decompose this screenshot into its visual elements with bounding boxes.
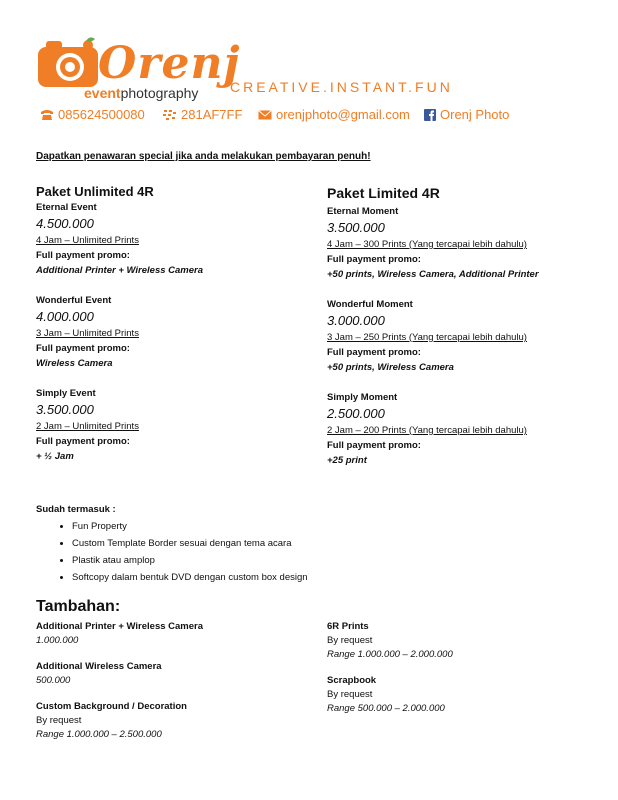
package-name: Wonderful Event (36, 295, 112, 306)
promo-value: + ½ Jam (36, 451, 74, 462)
intro-text: Dapatkan penawaran special jika anda melakukan pembayaran penuh! (36, 151, 371, 162)
addon-item (327, 674, 597, 716)
list-item: • Plastik atau amplop (72, 552, 308, 569)
addon-item (327, 620, 597, 662)
package-name: Eternal Event (36, 202, 97, 213)
package-price: 3.500.000 (327, 220, 385, 235)
limited-heading: Paket Limited 4R (327, 185, 440, 201)
promo-value: Wireless Camera (36, 358, 113, 369)
bbm-contact (163, 107, 242, 122)
promo-value: +25 print (327, 455, 367, 466)
package-eternal-event (36, 200, 306, 278)
addon-item (36, 660, 306, 688)
phone-icon (40, 109, 54, 121)
list-item: • Fun Property (72, 518, 308, 535)
addon-name: 6R Prints (327, 621, 369, 632)
addon-item (36, 700, 306, 742)
promo-label: Full payment promo: (36, 436, 130, 447)
mail-icon (258, 110, 272, 120)
addon-note: By request (327, 635, 373, 646)
package-name: Wonderful Moment (327, 299, 413, 310)
list-item: • Softcopy dalam bentuk DVD dengan custom box design (72, 569, 308, 586)
promo-label: Full payment promo: (327, 347, 421, 358)
included-section (36, 501, 308, 586)
addon-price: Range 1.000.000 – 2.500.000 (36, 729, 162, 740)
brand-sub-event: event (84, 85, 121, 101)
addon-note: By request (327, 689, 373, 700)
addon-price: Range 1.000.000 – 2.000.000 (327, 649, 453, 660)
addon-item (36, 620, 306, 648)
addon-name: Additional Wireless Camera (36, 661, 162, 672)
package-price: 2.500.000 (327, 406, 385, 421)
package-simply-event (36, 386, 306, 464)
bbm-icon (163, 109, 177, 121)
tagline: CREATIVE.INSTANT.FUN (230, 79, 453, 95)
package-price: 3.000.000 (327, 313, 385, 328)
included-title: Sudah termasuk : (36, 504, 116, 515)
addon-price: 1.000.000 (36, 635, 79, 646)
bbm-pin: 281AF7FF (181, 107, 243, 122)
package-wonderful-moment (327, 297, 607, 375)
camera-logo-icon (36, 37, 100, 91)
package-detail: 4 Jam – Unlimited Prints (36, 235, 139, 246)
package-detail: 2 Jam – 200 Prints (Yang tercapai lebih dahulu) (327, 425, 527, 436)
promo-label: Full payment promo: (327, 440, 421, 451)
tambahan-left (36, 620, 306, 742)
promo-value: +50 prints, Wireless Camera (327, 362, 454, 373)
addon-name: Scrapbook (327, 675, 377, 686)
promo-label: Full payment promo: (36, 250, 130, 261)
phone-contact (40, 107, 145, 122)
addon-note: By request (36, 715, 82, 726)
addon-name: Custom Background / Decoration (36, 701, 187, 712)
email-contact (258, 107, 410, 122)
unlimited-column (36, 183, 306, 464)
addon-name: Additional Printer + Wireless Camera (36, 621, 204, 632)
promo-value: Additional Printer + Wireless Camera (36, 265, 204, 276)
package-price: 4.000.000 (36, 309, 94, 324)
package-name: Simply Moment (327, 392, 398, 403)
promo-label: Full payment promo: (36, 343, 130, 354)
addon-price: 500.000 (36, 675, 71, 686)
package-eternal-moment (327, 204, 607, 282)
email-address: orenjphoto@gmail.com (276, 107, 410, 122)
package-name: Simply Event (36, 388, 96, 399)
brand-sub-photography: photography (120, 85, 199, 101)
addon-price: Range 500.000 – 2.000.000 (327, 703, 445, 714)
included-list (36, 518, 308, 586)
facebook-page: Orenj Photo (440, 107, 510, 122)
package-name: Eternal Moment (327, 206, 399, 217)
package-price: 4.500.000 (36, 216, 94, 231)
brand-subtitle (84, 85, 198, 101)
facebook-contact (424, 107, 509, 122)
package-detail: 2 Jam – Unlimited Prints (36, 421, 139, 432)
package-wonderful-event (36, 293, 306, 371)
phone-number: 085624500080 (58, 107, 145, 122)
tambahan-heading: Tambahan: (36, 598, 121, 615)
package-detail: 3 Jam – Unlimited Prints (36, 328, 139, 339)
unlimited-heading: Paket Unlimited 4R (36, 184, 154, 199)
package-simply-moment (327, 390, 607, 468)
list-item: • Custom Template Border sesuai dengan tema acara (72, 535, 308, 552)
tambahan-right (327, 620, 597, 716)
package-detail: 4 Jam – 300 Prints (Yang tercapai lebih dahulu) (327, 239, 527, 250)
facebook-icon (424, 109, 436, 121)
promo-value: +50 prints, Wireless Camera, Additional Printer (327, 269, 539, 280)
brand-name: Orenj (98, 38, 241, 89)
package-price: 3.500.000 (36, 402, 94, 417)
limited-column (327, 184, 607, 468)
promo-label: Full payment promo: (327, 254, 421, 265)
package-detail: 3 Jam – 250 Prints (Yang tercapai lebih dahulu) (327, 332, 527, 343)
